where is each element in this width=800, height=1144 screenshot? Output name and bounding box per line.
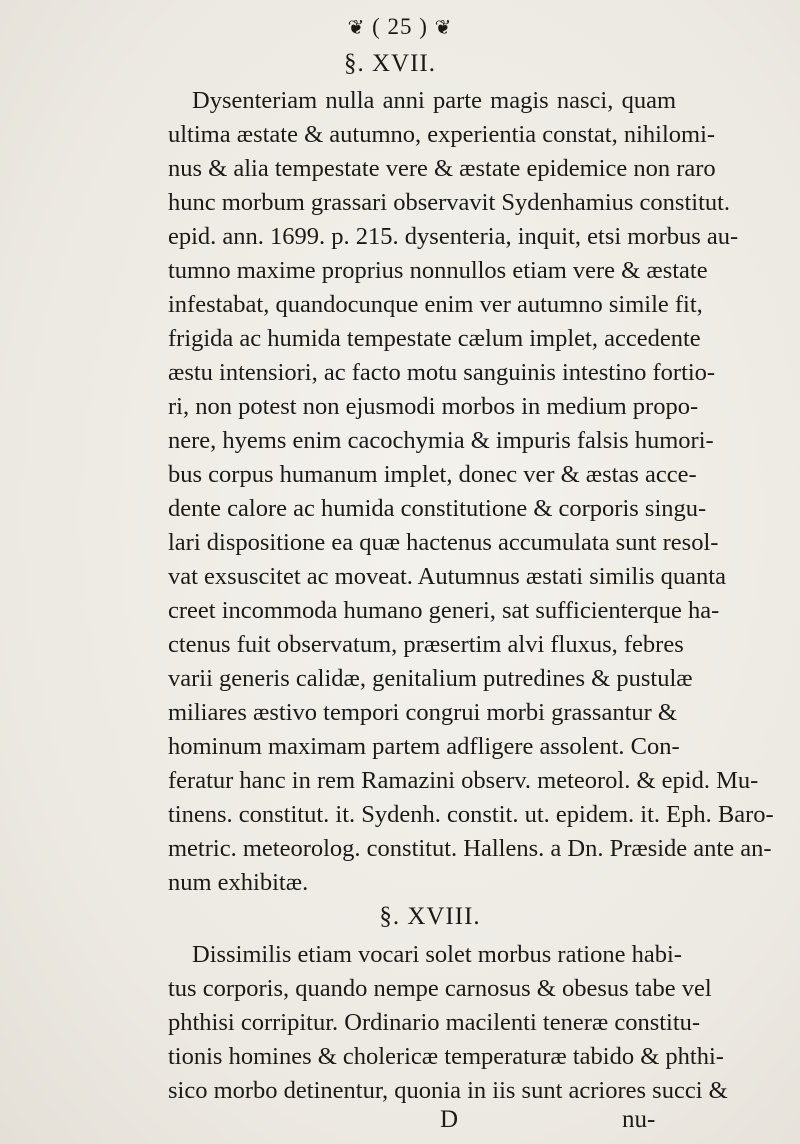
- text-line: miliares æstivo tempori congrui morbi grassantur &: [168, 699, 677, 726]
- text-line: Dissimilis etiam vocari solet morbus ratione habi-: [192, 941, 682, 968]
- text-line: hunc morbum grassari observavit Sydenhamius constitut.: [168, 189, 731, 216]
- text-line: vat exsuscitet ac moveat. Autumnus æstati similis quanta: [168, 563, 726, 590]
- text-line: feratur hanc in rem Ramazini observ. meteorol. & epid. Mu-: [168, 767, 759, 794]
- section-17-heading: §. XVII.: [343, 50, 436, 77]
- text-line: tionis homines & cholericæ temperaturæ tabido & phthi-: [168, 1043, 724, 1070]
- text-line: metric. meteorolog. constitut. Hallens. a Dn. Præside ante an-: [168, 835, 772, 862]
- text-line: nus & alia tempestate vere & æstate epidemice non raro: [168, 155, 716, 182]
- text-line: epid. ann. 1699. p. 215. dysenteria, inquit, etsi morbus au-: [168, 223, 739, 250]
- text-line: æstu intensiori, ac facto motu sanguinis intestino fortio-: [168, 359, 716, 386]
- text-line: phthisi corripitur. Ordinario macilenti teneræ constitu-: [168, 1009, 701, 1036]
- text-line: ri, non potest non ejusmodi morbos in medium propo-: [168, 393, 699, 420]
- left-ornament: ❦: [347, 17, 366, 39]
- text-line: varii generis calidæ, genitalium putredines & pustulæ: [168, 665, 693, 692]
- text-line: tinens. constitut. it. Sydenh. constit. ut. epidem. it. Eph. Baro-: [168, 801, 774, 828]
- text-line: dente calore ac humida constitutione & corporis singu-: [168, 495, 707, 522]
- text-line: tumno maxime proprius nonnullos etiam vere & æstate: [168, 257, 708, 284]
- text-line: num exhibitæ.: [168, 869, 309, 896]
- text-line: infestabat, quandocunque enim ver autumno simile fit,: [168, 291, 703, 318]
- text-line: tus corporis, quando nempe carnosus & obesus tabe vel: [168, 975, 712, 1002]
- page-number: ( 25 ): [372, 14, 428, 39]
- text-line: frigida ac humida tempestate cælum implet, accedente: [168, 325, 701, 352]
- text-line: lari dispositione ea quæ hactenus accumulata sunt resol-: [168, 529, 719, 556]
- catchword: nu-: [622, 1106, 656, 1133]
- text-line: creet incommoda humano generi, sat sufficienterque ha-: [168, 597, 720, 624]
- page-header: [0, 14, 800, 40]
- text-line: ctenus fuit observatum, præsertim alvi fluxus, febres: [168, 631, 684, 658]
- text-line: bus corpus humanum implet, donec ver & æstas acce-: [168, 461, 697, 488]
- text-line: nere, hyems enim cacochymia & impuris falsis humori-: [168, 427, 714, 454]
- text-line: ultima æstate & autumno, experientia constat, nihilomi-: [168, 121, 716, 148]
- signature-mark: D: [440, 1106, 459, 1133]
- text-line: hominum maximam partem adfligere assolent. Con-: [168, 733, 680, 760]
- text-line: sico morbo detinentur, quonia in iis sunt acriores succi &: [168, 1077, 728, 1104]
- text-line: Dysenteriam nulla anni parte magis nasci, quam: [192, 87, 676, 114]
- section-18-heading: §. XVIII.: [379, 903, 481, 930]
- right-ornament: ❦: [434, 17, 453, 39]
